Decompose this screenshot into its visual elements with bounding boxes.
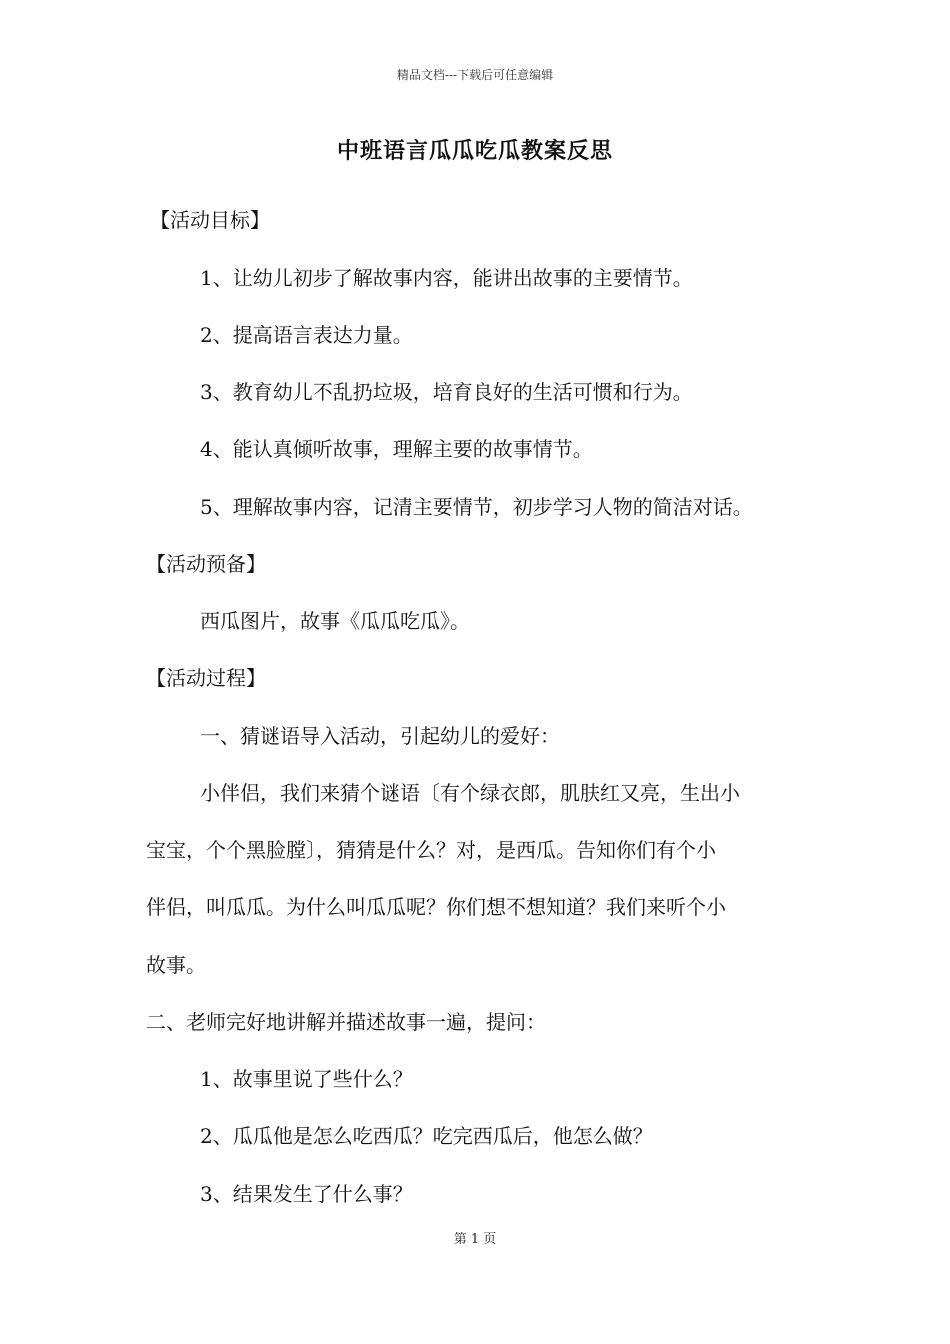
prep-text: 西瓜图片，故事《瓜瓜吃瓜》。 bbox=[200, 609, 470, 633]
section-heading-process: 【活动过程】 bbox=[146, 666, 266, 690]
paragraph-line: 伴侣，叫瓜瓜。为什么叫瓜瓜呢？你们想不想知道？我们来听个小 bbox=[146, 895, 726, 919]
page-number: 第 1 页 bbox=[453, 1232, 497, 1247]
question-item: 3、结果发生了什么事？ bbox=[200, 1182, 413, 1206]
page-header: 精品文档---下载后可任意编辑 bbox=[396, 68, 554, 82]
goal-item: 1、让幼儿初步了解故事内容，能讲出故事的主要情节。 bbox=[200, 266, 693, 290]
question-item: 2、瓜瓜他是怎么吃西瓜？吃完西瓜后，他怎么做？ bbox=[200, 1124, 653, 1148]
goal-item: 2、提高语言表达力量。 bbox=[200, 323, 413, 347]
section-heading-prep: 【活动预备】 bbox=[146, 552, 266, 576]
goal-item: 5、理解故事内容，记清主要情节，初步学习人物的简洁对话。 bbox=[200, 495, 753, 519]
paragraph-line: 小伴侣，我们来猜个谜语〔有个绿衣郎，肌肤红又亮，生出小 bbox=[200, 781, 740, 805]
goal-item: 3、教育幼儿不乱扔垃圾，培育良好的生活可惯和行为。 bbox=[200, 380, 693, 404]
process-step-2: 二、老师完好地讲解并描述故事一遍，提问： bbox=[146, 1010, 546, 1034]
process-step-1: 一、猜谜语导入活动，引起幼儿的爱好： bbox=[200, 724, 560, 748]
section-heading-goals: 【活动目标】 bbox=[150, 208, 270, 232]
paragraph-line: 宝宝，个个黑脸膛〕，猜猜是什么？对，是西瓜。告知你们有个小 bbox=[146, 838, 716, 862]
document-title: 中班语言瓜瓜吃瓜教案反思 bbox=[336, 138, 613, 164]
goal-item: 4、能认真倾听故事，理解主要的故事情节。 bbox=[200, 437, 593, 461]
question-item: 1、故事里说了些什么？ bbox=[200, 1067, 413, 1091]
paragraph-line: 故事。 bbox=[146, 953, 206, 977]
